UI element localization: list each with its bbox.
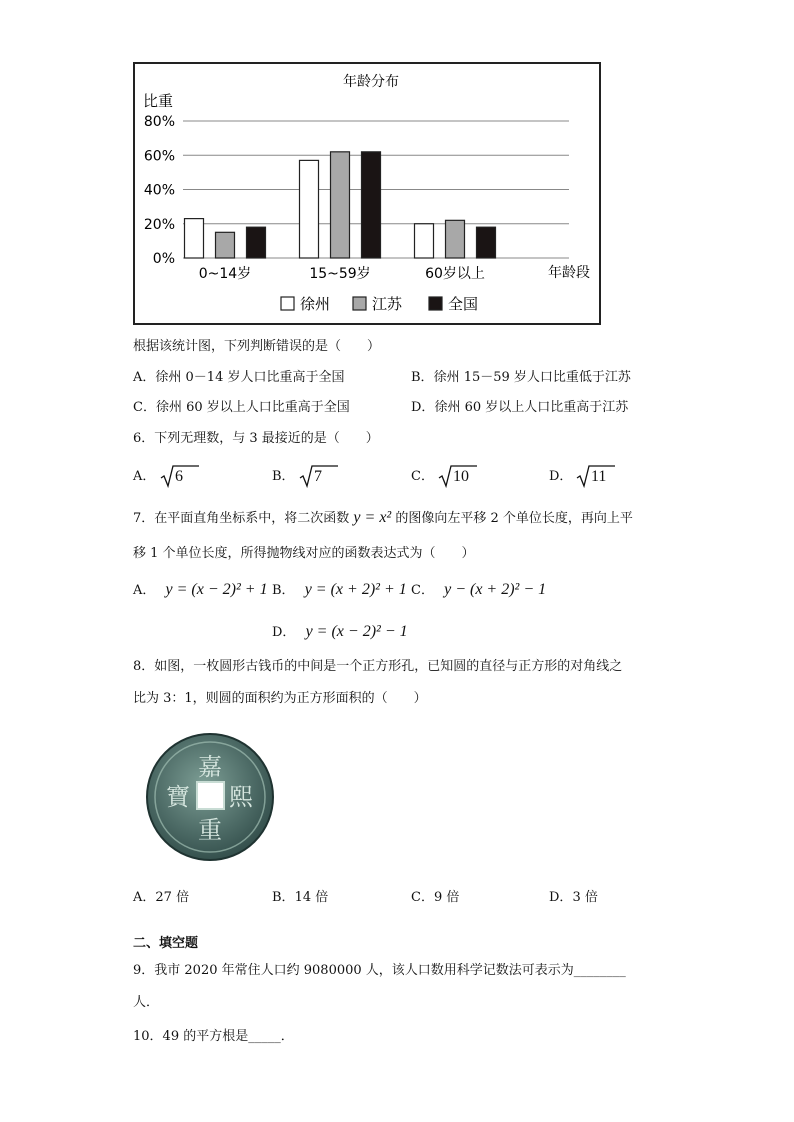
option-label: C． (411, 469, 434, 484)
radicand: 7 (314, 468, 322, 485)
q8-stem-line2: 比为 3：1，则圆的面积约为正方形面积的（ ） (133, 691, 427, 706)
option-label: D． (549, 890, 573, 905)
coin-char-top: 嘉 (198, 753, 222, 781)
option-label: A． (133, 370, 156, 385)
bar (415, 224, 434, 258)
legend-label: 全国 (448, 295, 479, 313)
radicand: 11 (591, 468, 607, 485)
option-text: 徐州 60 岁以上人口比重高于全国 (155, 400, 350, 415)
bar (446, 220, 465, 258)
q10-stem: 10．49 的平方根是_____． (133, 1029, 294, 1044)
q5-option-a[interactable] (133, 368, 344, 388)
q8-stem-line1: 8．如图，一枚圆形古钱币的中间是一个正方形孔，已知圆的直径与正方形的对角线之 (133, 659, 623, 674)
y-tick-label: 20% (143, 216, 175, 233)
age-distribution-chart (133, 62, 601, 325)
legend-swatch (353, 297, 366, 310)
option-expr: y − (x + 2)² − 1 (444, 581, 547, 598)
q5-option-c[interactable] (133, 398, 350, 418)
coin-char-left: 寶 (166, 783, 190, 811)
bar (362, 152, 381, 258)
q7-stem-line1 (133, 508, 633, 529)
q7-option-c[interactable] (411, 580, 546, 601)
bar (247, 227, 266, 258)
coin-char-right: 熙 (229, 783, 253, 811)
y-tick-label: 40% (143, 182, 175, 199)
y-tick-label: 0% (152, 251, 175, 267)
q7-function: y = x² (353, 509, 392, 526)
ancient-coin-image (144, 730, 276, 868)
y-axis-label: 比重 (143, 92, 174, 110)
q7-stem-part2: 的图像向左平移 2 个单位长度，再向上平 (395, 511, 633, 526)
q5-option-d[interactable] (411, 398, 628, 418)
option-label: D． (411, 400, 435, 415)
q7-stem-line2: 移 1 个单位长度，所得抛物线对应的函数表达式为（ ） (133, 546, 475, 561)
option-label: A． (133, 890, 156, 905)
q9-stem-line1: 9．我市 2020 年常住人口约 9080000 人，该人口数用科学记数法可表示为________ (133, 963, 626, 978)
x-tick-label: 0~14岁 (198, 266, 252, 282)
q9-stem-line2: 人． (133, 995, 160, 1010)
bar (477, 227, 496, 258)
bar (300, 160, 319, 258)
option-text: 徐州 15－59 岁人口比重低于江苏 (433, 370, 631, 385)
q5-stem: 根据该统计图，下列判断错误的是（ ） (133, 339, 381, 354)
option-text: 徐州 0－14 岁人口比重高于全国 (155, 370, 345, 385)
option-text: 27 倍 (155, 890, 190, 905)
option-label: B． (272, 469, 295, 484)
q5-option-b[interactable] (411, 368, 631, 388)
bar (185, 219, 204, 258)
q8-option-d[interactable] (549, 888, 598, 908)
q8-option-a[interactable] (133, 888, 189, 908)
x-tick-label: 15~59岁 (309, 266, 371, 282)
option-label: C． (411, 890, 434, 905)
chart-title: 年龄分布 (343, 74, 399, 90)
q7-option-b[interactable] (272, 580, 407, 601)
section-title-fill-blank: 二、填空题 (133, 936, 199, 951)
q8-option-c[interactable] (411, 888, 459, 908)
option-label: C． (133, 400, 156, 415)
option-text: 14 倍 (294, 890, 329, 905)
legend-swatch (429, 297, 442, 310)
option-label: C． (411, 583, 434, 598)
option-label: A． (133, 583, 156, 598)
legend-label: 徐州 (300, 295, 331, 313)
option-expr: y = (x − 2)² − 1 (305, 623, 408, 640)
q8-option-b[interactable] (272, 888, 328, 908)
q7-option-a[interactable] (133, 580, 268, 601)
option-label: D． (272, 625, 296, 640)
y-tick-label: 60% (143, 148, 175, 165)
bar (216, 232, 235, 258)
bar (331, 152, 350, 258)
q7-option-d[interactable] (272, 622, 408, 643)
y-tick-label: 80% (143, 114, 175, 130)
legend-swatch (281, 297, 294, 310)
legend-label: 江苏 (372, 295, 403, 313)
x-axis-label: 年龄段 (548, 265, 590, 281)
radicand: 6 (175, 468, 183, 485)
q7-stem-part1: 7．在平面直角坐标系中，将二次函数 (133, 511, 350, 526)
chart-svg (135, 64, 599, 323)
option-label: A． (133, 469, 156, 484)
coin-char-bottom: 重 (198, 816, 222, 844)
option-label: B． (272, 890, 295, 905)
option-text: 9 倍 (433, 890, 460, 905)
q6-stem: 6．下列无理数，与 3 最接近的是（ ） (133, 431, 379, 446)
option-text: 徐州 60 岁以上人口比重高于江苏 (434, 400, 629, 415)
option-expr: y = (x + 2)² + 1 (304, 581, 407, 598)
option-label: B． (411, 370, 434, 385)
radicand: 10 (453, 468, 469, 485)
option-expr: y = (x − 2)² + 1 (165, 581, 268, 598)
option-text: 3 倍 (572, 890, 598, 905)
option-label: B． (272, 583, 295, 598)
option-label: D． (549, 469, 573, 484)
x-tick-label: 60岁以上 (425, 266, 485, 282)
coin-icon (144, 730, 276, 864)
